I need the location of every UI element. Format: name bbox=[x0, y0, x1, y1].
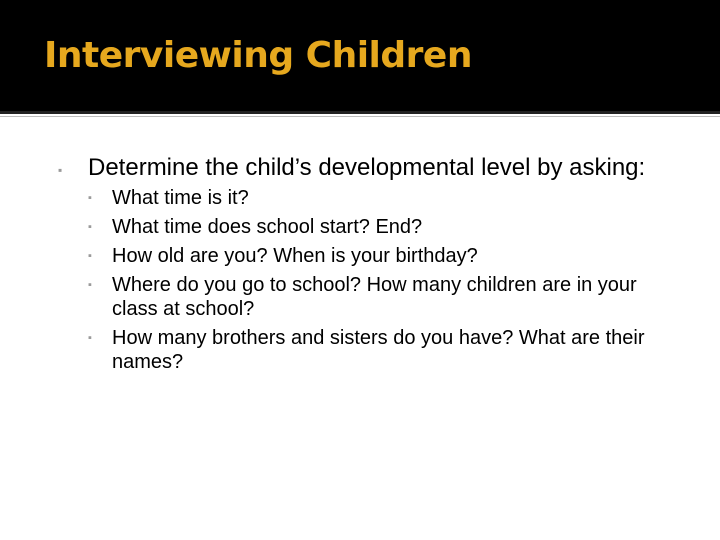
slide-content bbox=[58, 152, 698, 379]
question-text: Where do you go to school? How many children are in your class at school? bbox=[112, 274, 637, 320]
main-bullet bbox=[58, 152, 668, 184]
bullet-icon: ▪ bbox=[88, 250, 92, 262]
question-item bbox=[88, 244, 672, 268]
bullet-icon: ▪ bbox=[58, 163, 63, 177]
question-list bbox=[58, 186, 698, 374]
bullet-icon: ▪ bbox=[88, 192, 92, 204]
main-bullet-text: Determine the child’s developmental level by asking: bbox=[88, 154, 646, 181]
bullet-icon: ▪ bbox=[88, 221, 92, 233]
bullet-icon: ▪ bbox=[88, 332, 92, 344]
title-bar bbox=[0, 0, 720, 111]
question-item bbox=[88, 186, 672, 210]
bullet-icon: ▪ bbox=[88, 279, 92, 291]
question-item bbox=[88, 215, 672, 239]
title-divider-thin bbox=[0, 116, 720, 117]
question-item bbox=[88, 326, 672, 374]
question-text: How many brothers and sisters do you have? What are their names? bbox=[112, 327, 645, 373]
slide-title: Interviewing Children bbox=[44, 35, 472, 76]
question-item bbox=[88, 273, 672, 321]
title-divider bbox=[0, 111, 720, 114]
question-text: What time does school start? End? bbox=[112, 216, 423, 238]
question-text: What time is it? bbox=[112, 187, 249, 209]
question-text: How old are you? When is your birthday? bbox=[112, 245, 478, 267]
